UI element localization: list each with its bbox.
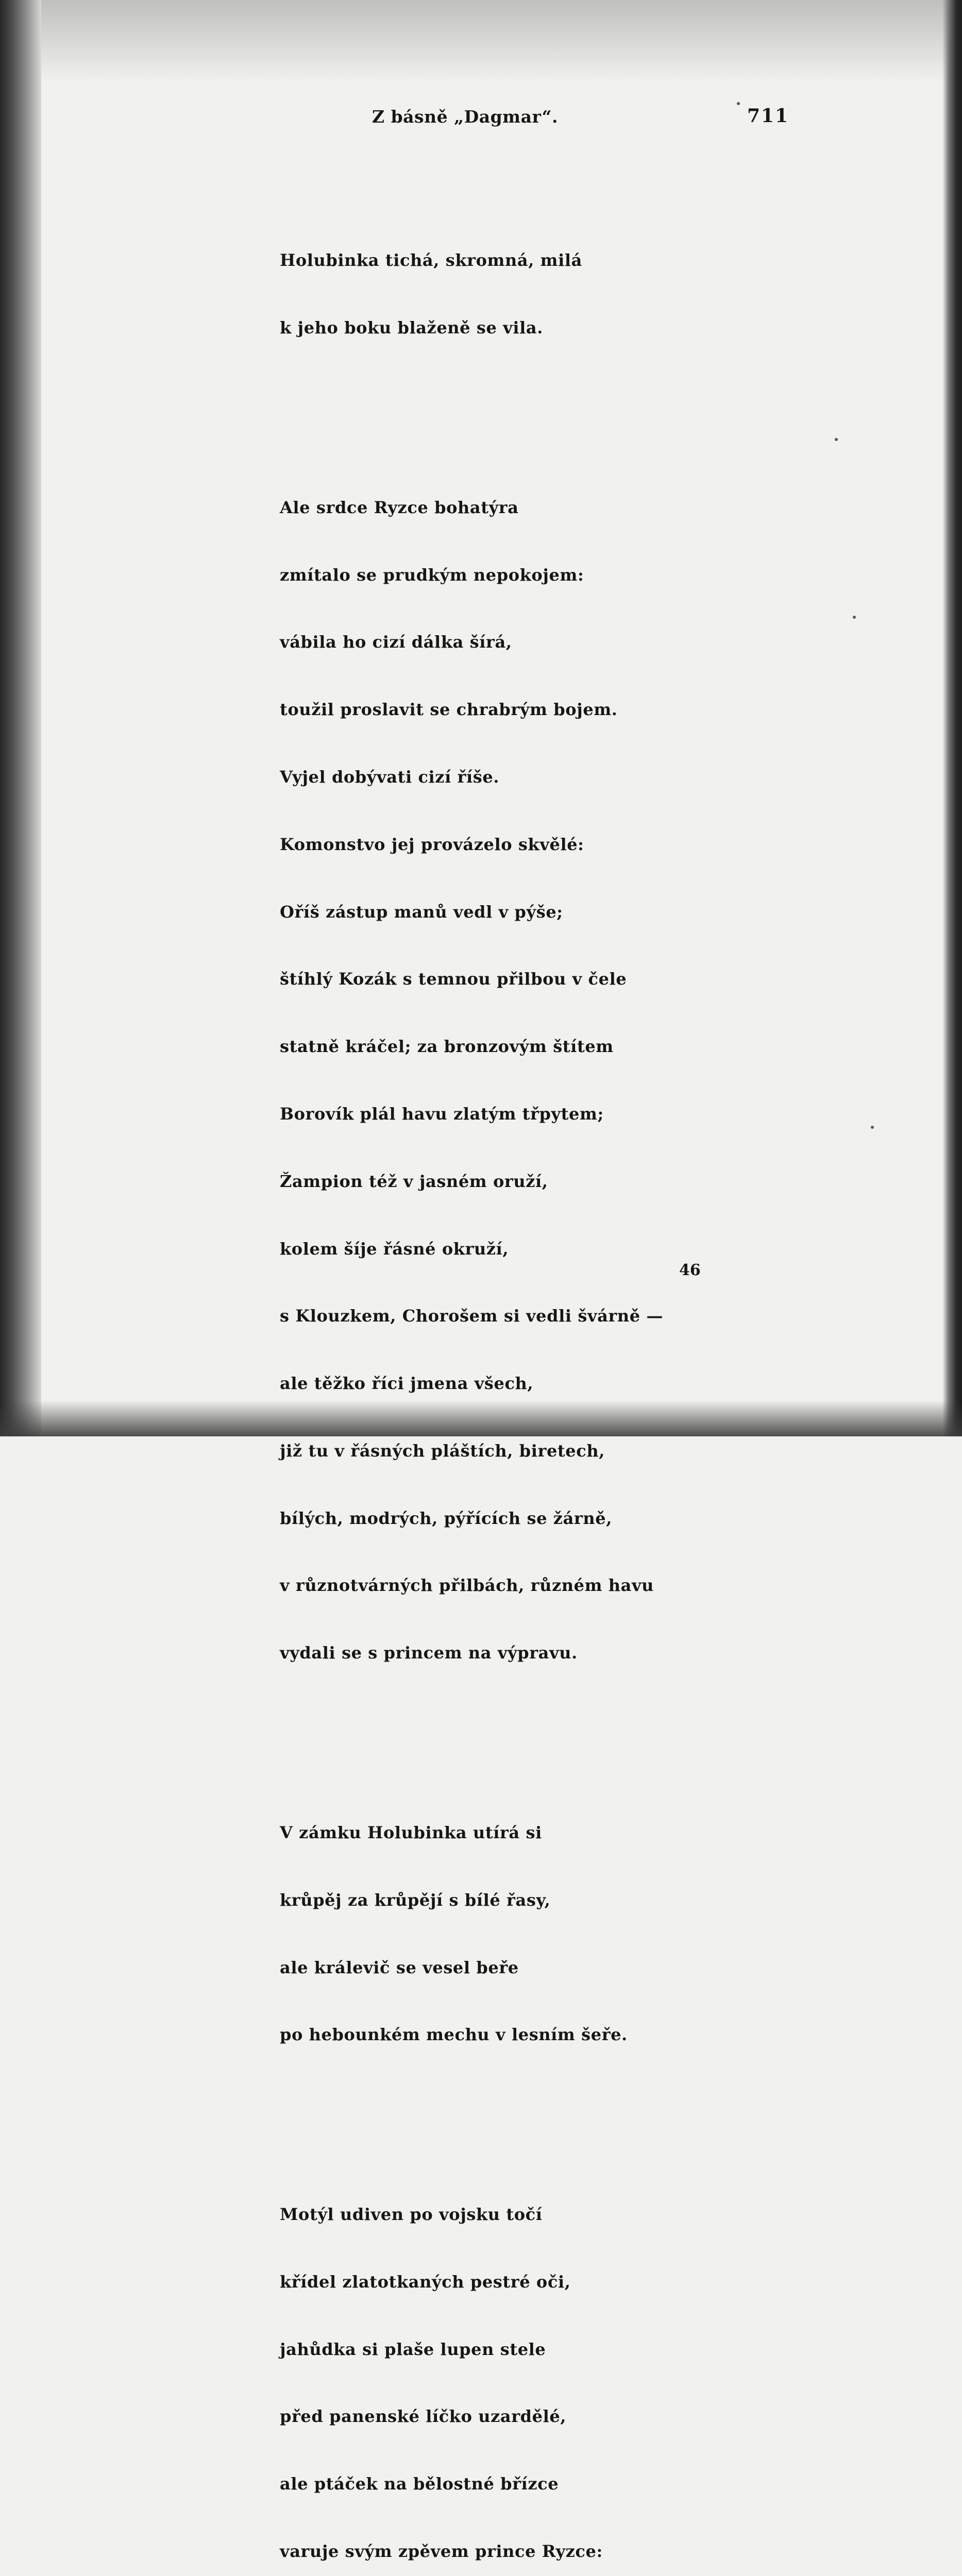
- stanza: [280, 205, 888, 384]
- verse-line: Vyjel dobývati cizí říše.: [280, 767, 500, 787]
- verse-line: jahůdka si plaše lupen stele: [280, 2339, 546, 2359]
- scan-top-shadow: [0, 0, 962, 82]
- verse-line: toužil proslavit se chrabrým bojem.: [280, 700, 618, 720]
- verse-line: s Klouzkem, Chorošem si vedli švárně —: [280, 1306, 664, 1326]
- book-gutter-shadow: [0, 0, 41, 1436]
- verse-line: bílých, modrých, pýřících se žárně,: [280, 1508, 612, 1528]
- print-speck: [871, 1126, 874, 1129]
- print-speck: [853, 616, 856, 619]
- verse-line: Oříš zástup manů vedl v pýše;: [280, 902, 563, 922]
- stanza: [280, 1777, 888, 2091]
- verse-line: krůpěj za krůpějí s bílé řasy,: [280, 1890, 551, 1910]
- poem-text: [280, 160, 888, 2576]
- running-title: Z básně „Dagmar“.: [372, 107, 559, 127]
- printer-signature-mark: 46: [679, 1261, 701, 1279]
- verse-line: před panenské líčko uzardělé,: [280, 2406, 567, 2427]
- page-number: 711: [747, 105, 789, 127]
- verse-line: Žampion též v jasném oruží,: [280, 1171, 548, 1191]
- verse-line: po hebounkém mechu v lesním šeře.: [280, 2025, 628, 2045]
- verse-line: Ale srdce Ryzce bohatýra: [280, 497, 519, 517]
- verse-line: ale ptáček na bělostné břízce: [280, 2474, 559, 2494]
- print-speck: [835, 438, 838, 441]
- verse-line: ale králevič se vesel beře: [280, 1957, 519, 1977]
- verse-line: ale těžko říci jmena všech,: [280, 1374, 534, 1394]
- verse-line: V zámku Holubinka utírá si: [280, 1822, 542, 1842]
- print-speck: [737, 102, 740, 105]
- verse-line: Komonstvo jej provázelo skvělé:: [280, 834, 584, 854]
- verse-line: již tu v řásných pláštích, biretech,: [280, 1440, 605, 1461]
- verse-line: k jeho boku blaženě se vila.: [280, 318, 543, 338]
- verse-line: varuje svým zpěvem prince Ryzce:: [280, 2541, 603, 2561]
- page-right-edge: [942, 0, 962, 1436]
- verse-line: vábila ho cizí dálka šírá,: [280, 632, 512, 652]
- verse-line: štíhlý Kozák s temnou přilbou v čele: [280, 969, 627, 989]
- verse-line: Motýl udiven po vojsku točí: [280, 2205, 543, 2225]
- verse-line: statně kráčel; za bronzovým štítem: [280, 1037, 614, 1057]
- verse-line: kolem šíje řásné okruží,: [280, 1239, 509, 1259]
- verse-line: Holubinka tichá, skromná, milá: [280, 250, 582, 270]
- verse-line: zmítalo se prudkým nepokojem:: [280, 565, 584, 585]
- verse-line: vydali se s princem na výpravu.: [280, 1643, 578, 1663]
- stanza: [280, 2159, 888, 2576]
- verse-line: křídel zlatotkaných pestré oči,: [280, 2272, 571, 2292]
- stanza: [280, 452, 888, 1709]
- verse-line: v různotvárných přilbách, různém havu: [280, 1575, 654, 1596]
- verse-line: Borovík plál havu zlatým třpytem;: [280, 1104, 604, 1124]
